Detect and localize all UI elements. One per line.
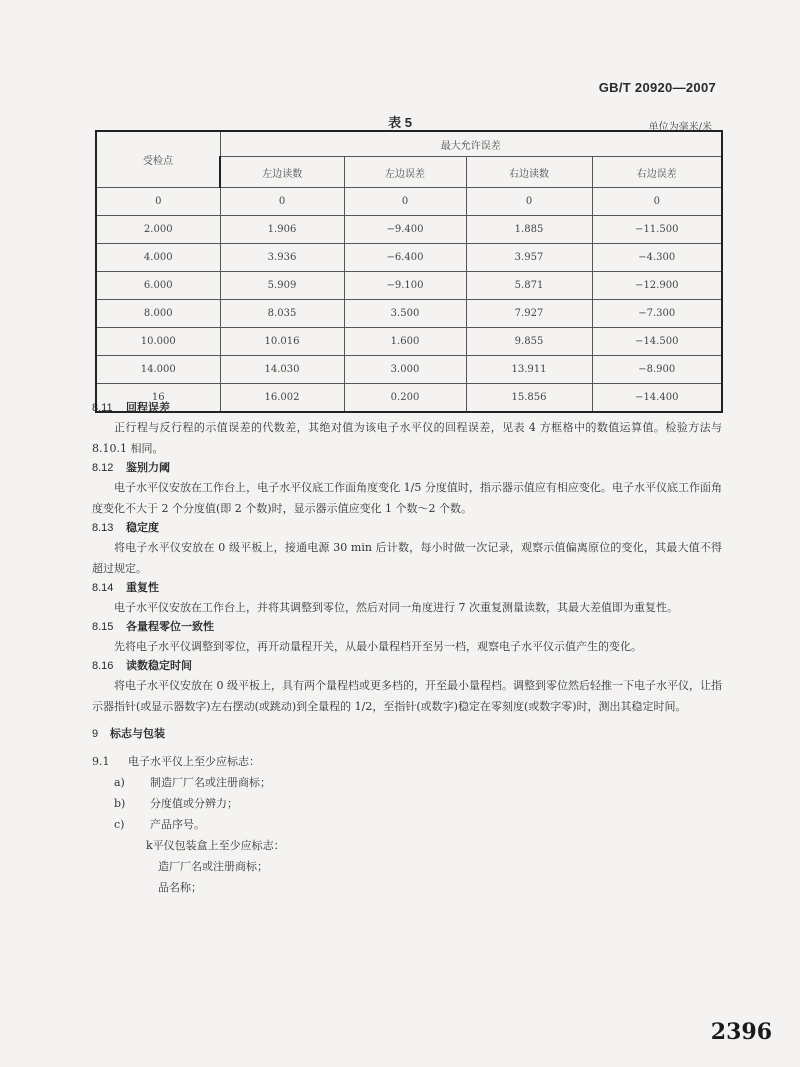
section-heading — [92, 459, 722, 477]
table-cell: 0 — [466, 188, 592, 216]
table-cell: 2.000 — [96, 216, 220, 244]
table-row — [96, 328, 722, 356]
table-cell: −14.500 — [592, 328, 722, 356]
table-row — [96, 272, 722, 300]
clause-text: 电子水平仪上至少应标志： — [128, 755, 260, 768]
table-cell: 5.871 — [466, 272, 592, 300]
table-cell: −12.900 — [592, 272, 722, 300]
chapter-heading — [92, 725, 722, 743]
list-item — [92, 793, 722, 814]
section-number: 8.12 — [92, 462, 114, 474]
table-cell: 13.911 — [466, 356, 592, 384]
table-cell: 0 — [344, 188, 466, 216]
body-text — [92, 399, 722, 898]
table-cell: 3.000 — [344, 356, 466, 384]
table-cell: −6.400 — [344, 244, 466, 272]
table-cell: −9.400 — [344, 216, 466, 244]
table-cell: 1.885 — [466, 216, 592, 244]
error-table — [95, 130, 723, 413]
table-cell: 8.000 — [96, 300, 220, 328]
section-heading — [92, 579, 722, 597]
table-cell: 3.957 — [466, 244, 592, 272]
table-cell: 7.927 — [466, 300, 592, 328]
table-cell: −4.300 — [592, 244, 722, 272]
table-cell: −14.400 — [592, 384, 722, 413]
table-cell: 0.200 — [344, 384, 466, 413]
section-paragraph: 正行程与反行程的示值误差的代数差，其绝对值为该电子水平仪的回程误差，见表 4 方框格中的数值运算值。检验方法与 8.10.1 相同。 — [92, 421, 722, 455]
table-row — [96, 300, 722, 328]
header-max-error: 最大允许误差 — [220, 131, 722, 157]
partial-line: 造厂厂名或注册商标； — [158, 860, 268, 873]
list-marker: a) — [114, 776, 125, 789]
table-cell: 3.936 — [220, 244, 344, 272]
table-title: 表 5 — [388, 115, 412, 130]
section-number: 8.15 — [92, 621, 114, 633]
standard-code: GB/T 20920—2007 — [598, 80, 716, 95]
partial-line: k平仪包装盒上至少应标志： — [146, 839, 285, 852]
section-heading — [92, 399, 722, 417]
table-cell: 1.600 — [344, 328, 466, 356]
chapter-title: 标志与包装 — [110, 728, 165, 740]
list-text: 分度值或分辨力； — [150, 797, 238, 810]
section-heading — [92, 519, 722, 537]
table-row — [96, 216, 722, 244]
partial-line: 品名称； — [158, 881, 202, 894]
table-unit: 单位为毫米/米 — [648, 122, 712, 133]
section-paragraph: 将电子水平仪安放在 0 级平板上，具有两个量程档或更多档的，开至最小量程档。调整到零位然后轻推一下电子水平仪，让指示器指针(或显示器数字)左右摆动(或跳动)到全量程的 1/2，至指针(或数字)稳定在零刻度(或数字零)时，测出其稳定时间。 — [92, 679, 722, 713]
table-cell: 10.000 — [96, 328, 220, 356]
table-cell: 16 — [96, 384, 220, 413]
table-cell: 1.906 — [220, 216, 344, 244]
list-item — [92, 772, 722, 793]
section-title: 重复性 — [126, 582, 159, 594]
section-paragraph: 将电子水平仪安放在 0 级平板上，接通电源 30 min 后计数，每小时做一次记录，观察示值偏离原位的变化，其最大值不得超过规定。 — [92, 541, 722, 575]
section-paragraph: 电子水平仪安放在工作台上，电子水平仪底工作面角度变化 1/5 分度值时，指示器示值应有相应变化。电子水平仪底工作面角度变化不大于 2 个分度值(即 2 个数)时，显示器示值应变化 1 个数～2 个数。 — [92, 481, 722, 515]
header-right-error: 右边误差 — [592, 157, 722, 188]
header-left-reading: 左边读数 — [220, 157, 344, 188]
list-text: 产品序号。 — [150, 818, 205, 831]
table-cell: 6.000 — [96, 272, 220, 300]
table-cell: 0 — [592, 188, 722, 216]
table-row — [96, 244, 722, 272]
table-cell: −7.300 — [592, 300, 722, 328]
header-right-reading: 右边读数 — [466, 157, 592, 188]
table-cell: 10.016 — [220, 328, 344, 356]
table-cell: 0 — [220, 188, 344, 216]
section-heading — [92, 618, 722, 636]
table-cell: 14.000 — [96, 356, 220, 384]
section-heading — [92, 657, 722, 675]
section-paragraph: 电子水平仪安放在工作台上，并将其调整到零位，然后对同一角度进行 7 次重复测量读数，其最大差值即为重复性。 — [114, 601, 678, 614]
section-title: 读数稳定时间 — [126, 660, 192, 672]
list-marker: b) — [114, 797, 126, 810]
table-cell: 16.002 — [220, 384, 344, 413]
section-title: 稳定度 — [126, 522, 159, 534]
section-title: 回程误差 — [126, 402, 170, 414]
table-cell: 14.030 — [220, 356, 344, 384]
table-cell: 3.500 — [344, 300, 466, 328]
table-row — [96, 188, 722, 216]
list-item — [92, 814, 722, 835]
list-marker: c) — [114, 818, 125, 831]
table-cell: −11.500 — [592, 216, 722, 244]
table-cell: 15.856 — [466, 384, 592, 413]
clause-number: 9.1 — [92, 755, 110, 768]
table-cell: −8.900 — [592, 356, 722, 384]
page-number: 2396 — [710, 1019, 772, 1045]
table-cell: 5.909 — [220, 272, 344, 300]
chapter-number: 9 — [92, 728, 99, 740]
header-left-error: 左边误差 — [344, 157, 466, 188]
table-cell: 9.855 — [466, 328, 592, 356]
section-title: 各量程零位一致性 — [126, 621, 214, 633]
table-row — [96, 356, 722, 384]
table-cell: 4.000 — [96, 244, 220, 272]
section-number: 8.11 — [92, 402, 113, 414]
table-cell: 0 — [96, 188, 220, 216]
section-number: 8.16 — [92, 660, 114, 672]
clause-9-1 — [92, 751, 722, 772]
section-number: 8.13 — [92, 522, 114, 534]
table-cell: −9.100 — [344, 272, 466, 300]
section-paragraph: 先将电子水平仪调整到零位，再开动量程开关，从最小量程档开至另一档，观察电子水平仪示值产生的变化。 — [114, 640, 642, 653]
header-checked-point: 受检点 — [96, 131, 220, 188]
section-title: 鉴别力阈 — [126, 462, 170, 474]
section-number: 8.14 — [92, 582, 114, 594]
table-cell: 8.035 — [220, 300, 344, 328]
list-text: 制造厂厂名或注册商标； — [150, 776, 271, 789]
